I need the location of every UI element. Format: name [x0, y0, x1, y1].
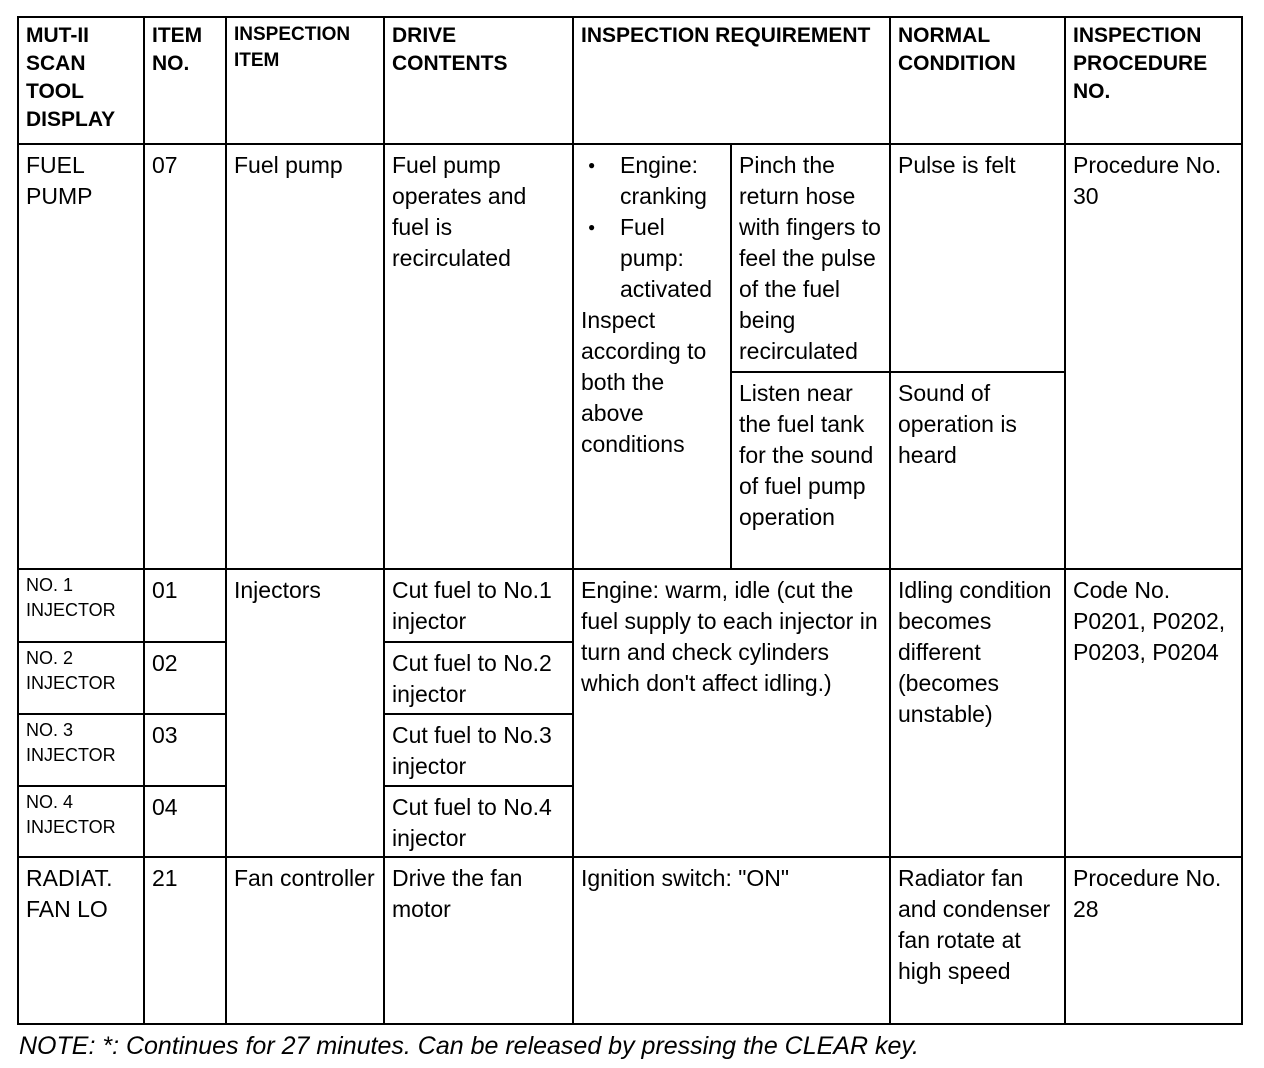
table-row: [18, 857, 1242, 1024]
fuel-pump-inspection-item: Fuel pump: [226, 144, 384, 569]
radiator-normal: Radiator fan and condenser fan rotate at high speed: [890, 857, 1065, 1024]
fuel-pump-conditions: [573, 144, 731, 569]
condition-cranking: ● Engine: cranking: [620, 150, 724, 212]
fuel-pump-procedure: Procedure No. 30: [1065, 144, 1242, 569]
actuator-test-table: [17, 16, 1243, 1025]
injectors-requirement: Engine: warm, idle (cut the fuel supply to each injector in turn and check cylinders which don't affect idling.): [573, 569, 890, 857]
injectors-procedure: Code No. P0201, P0202, P0203, P0204: [1065, 569, 1242, 857]
fuel-pump-normal-sound: Sound of operation is heard: [890, 372, 1065, 569]
injector-1-display: NO. 1 INJECTOR: [18, 569, 144, 642]
radiator-procedure: Procedure No. 28: [1065, 857, 1242, 1024]
injector-1-drive: Cut fuel to No.1 injector: [384, 569, 573, 642]
injector-3-display: NO. 3 INJECTOR: [18, 714, 144, 786]
fuel-pump-item-no: 07: [144, 144, 226, 569]
header-inspection-item: INSPECTION ITEM: [226, 17, 384, 144]
footnote: NOTE: *: Continues for 27 minutes. Can be released by pressing the CLEAR key.: [19, 1032, 919, 1060]
radiator-requirement: Ignition switch: "ON": [573, 857, 890, 1024]
radiator-display: RADIAT. FAN LO: [18, 857, 144, 1024]
header-inspection-requirement: INSPECTION REQUIREMENT: [573, 17, 890, 144]
header-item-no: ITEM NO.: [144, 17, 226, 144]
radiator-drive-contents: Drive the fan motor: [384, 857, 573, 1024]
injector-2-item-no: 02: [144, 642, 226, 714]
injector-4-drive: Cut fuel to No.4 injector: [384, 786, 573, 857]
radiator-inspection-item: Fan controller: [226, 857, 384, 1024]
injector-3-item-no: 03: [144, 714, 226, 786]
injector-4-display: NO. 4 INJECTOR: [18, 786, 144, 857]
radiator-item-no: 21: [144, 857, 226, 1024]
injectors-inspection-item: Injectors: [226, 569, 384, 857]
header-procedure-no: INSPECTION PROCEDURE NO.: [1065, 17, 1242, 144]
header-display: MUT-II SCAN TOOL DISPLAY: [18, 17, 144, 144]
injector-4-item-no: 04: [144, 786, 226, 857]
condition-note: Inspect according to both the above conditions: [581, 307, 707, 457]
injector-3-drive: Cut fuel to No.3 injector: [384, 714, 573, 786]
injector-1-item-no: 01: [144, 569, 226, 642]
fuel-pump-method-listen: Listen near the fuel tank for the sound of fuel pump operation: [731, 372, 890, 569]
condition-pump-activated: ● Fuel pump: activated: [620, 212, 724, 305]
header-drive-contents: DRIVE CONTENTS: [384, 17, 573, 144]
table-row: [18, 569, 1242, 642]
fuel-pump-display: FUEL PUMP: [18, 144, 144, 569]
fuel-pump-normal-pulse: Pulse is felt: [890, 144, 1065, 372]
header-normal-condition: NORMAL CONDITION: [890, 17, 1065, 144]
injectors-normal: Idling condition becomes different (becomes unstable): [890, 569, 1065, 857]
injector-2-drive: Cut fuel to No.2 injector: [384, 642, 573, 714]
fuel-pump-drive-contents: Fuel pump operates and fuel is recirculated: [384, 144, 573, 569]
fuel-pump-method-pinch: Pinch the return hose with fingers to feel the pulse of the fuel being recirculated: [731, 144, 890, 372]
table-row: [18, 144, 1242, 372]
injector-2-display: NO. 2 INJECTOR: [18, 642, 144, 714]
